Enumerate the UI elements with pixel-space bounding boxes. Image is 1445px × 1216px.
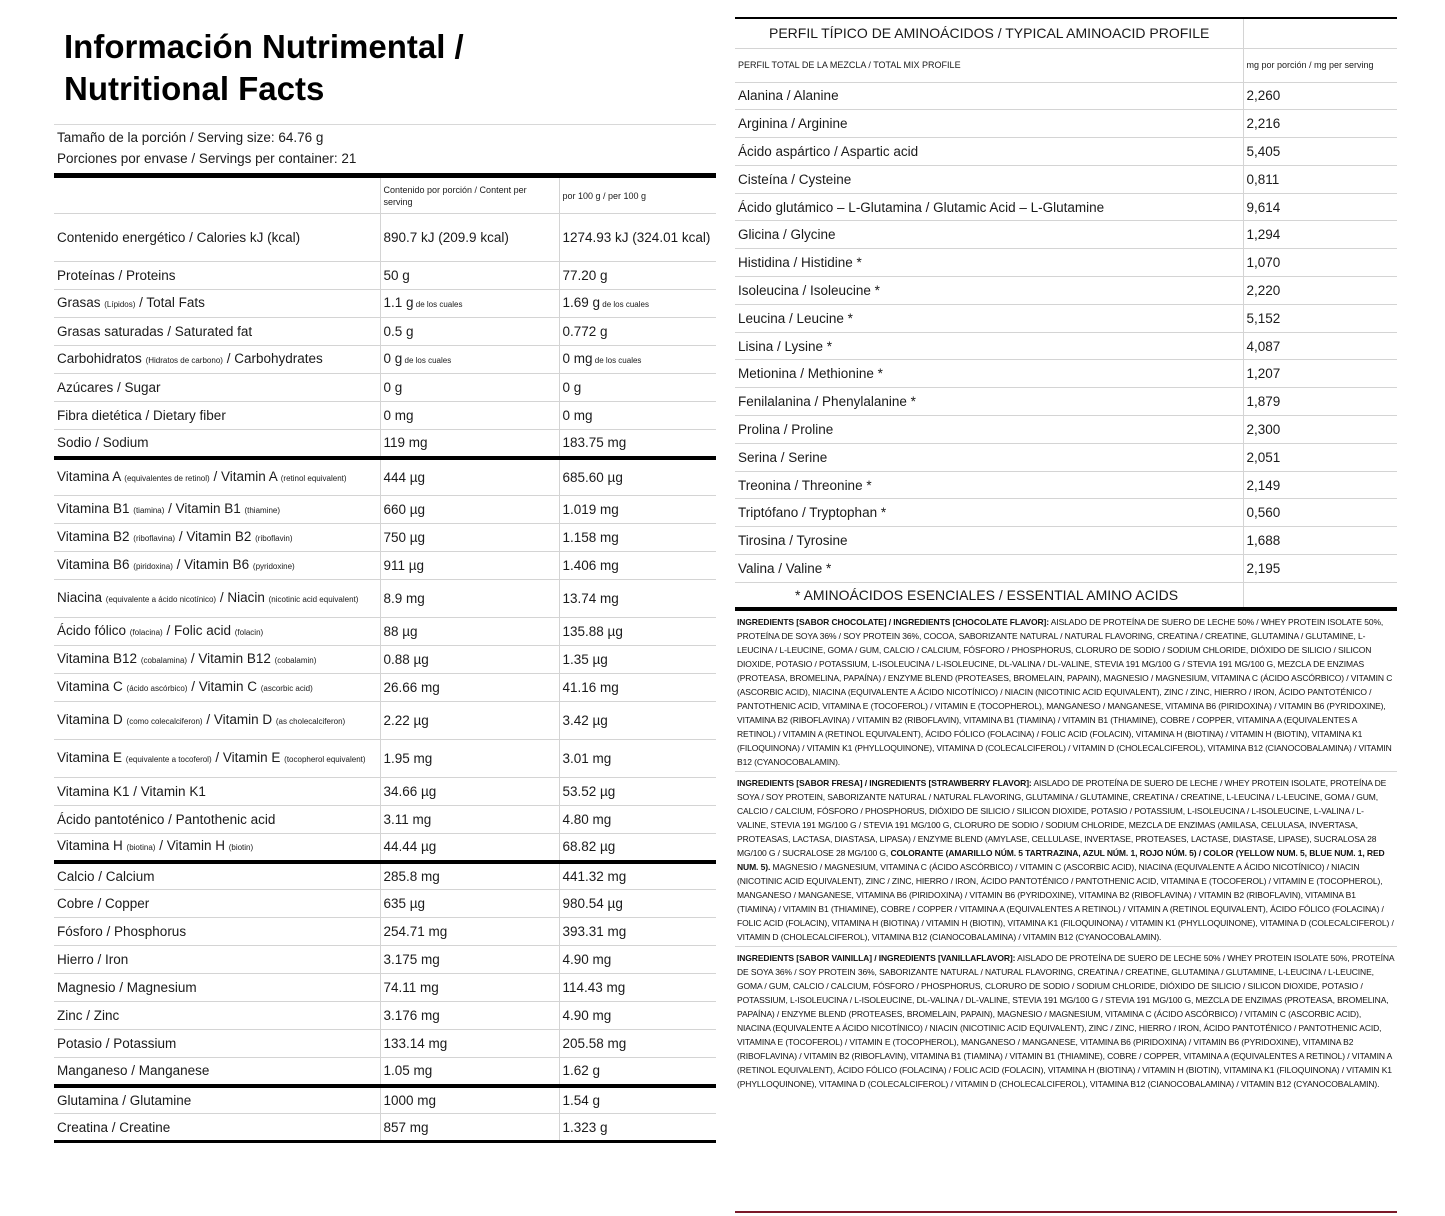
nutrient-name [54,580,380,618]
title-line-2: Nutritional Facts [64,70,325,107]
value-per-100g: 4.90 mg [559,1002,716,1030]
value-per-100g: 685.60 µg [559,458,716,496]
value-per-100g-note: de los cuales [592,356,642,365]
amino-row [735,277,1397,305]
amino-value: 1,207 [1243,360,1397,388]
nutrition-row [54,806,716,834]
value-per-100g: 1274.93 kJ (324.01 kcal) [559,214,716,262]
ingredients-vanilla-text: AISLADO DE PROTEÍNA DE SUERO DE LECHE 50% / WHEY PROTEIN ISOLATE 50%, PROTEÍNA DE SOYA 36% / SOY PROTEIN 36%, SABORIZANTE NATURAL / NATURAL FLAVORING, CREATINA / CREATINE, GLUTAMINA / GLUTAMINE, L-LEUCINA / L-LEUCINE, GOMA / GUM, CALCIO / CALCIUM, FÓSFORO / PHOSPHORUS, CLORURO DE SODIO / SODIUM CHLORIDE, DIÓXIDO DE SILICIO / SILICON DIOXIDE, POTASIO / POTASSIUM, L-ISOLEUCINA / L-ISOLEUCINE, DL-VALINA / DL-VALINE, STEVIA 191 MG/100 G / STEVIA 191 MG/100 G, MEZCLA DE ENZIMAS (PROTEASA, BROMELINA, PAPAÍNA) / ENZYME BLEND (PROTEASES, BROMELAIN, PAPAIN), MAGNESIO / MAGNESIUM, VITAMINA C (ÁCIDO ASCÓRBICO) / VITAMIN C (ASCORBIC ACID), NIACINA (EQUIVALENTE A ÁCIDO NICOTÍNICO) / NIACIN (NICOTINIC ACID EQUIVALENT), ZINC / ZINC, HIERRO / IRON, ÁCIDO PANTOTÉNICO / PANTOTHENIC ACID, VITAMINA E (TOCOFEROL) / VITAMIN E (TOCOPHEROL), MANGANESO / MANGANESE, VITAMINA B6 (PIRIDOXINA) / VITAMIN B6 (PYRIDOXINE), VITAMINA B2 (RIBOFLAVINA) / VITAMIN B2 (RIBOFLAVIN), VITAMINA B1 (TIAMINA) / VITAMIN B1 (THIAMINE), COBRE / COPPER, VITAMINA A (EQUIVALENTES A RETINOL) / VITAMIN A (RETINOL EQUIVALENT), ÁCIDO FÓLICO (FOLACINA) / FOLIC ACID (FOLACIN), VITAMINA H (BIOTINA) / VITAMIN H (BIOTIN), VITAMINA K1 (FILOQUINONA) / VITAMIN K1 (PHYLLOQUINONE), VITAMINA D (COLECALCIFEROL) / VITAMIN D (CHOLECALCIFEROL), VITAMINA B12 (CIANOCOBALAMINA) / VITAMIN B12 (CYANOCOBALAMIN). [737,953,1395,1090]
value-per-100g: 1.323 g [559,1114,716,1142]
nutrient-name [54,552,380,580]
nutrient-name: Zinc / Zinc [54,1002,380,1030]
nutrition-row [54,778,716,806]
nutrient-name-part: Niacina [57,590,106,605]
value-per-serving: 444 µg [380,458,559,496]
amino-value: 1,070 [1243,249,1397,277]
nutrition-row [54,262,716,290]
amino-name: Serina / Serine [735,443,1243,471]
nutrition-row [54,430,716,458]
nutrient-name: Magnesio / Magnesium [54,974,380,1002]
nutrient-name-note: (pyridoxine) [252,562,295,571]
nutrient-name-part: Carbohidratos [57,351,146,366]
amino-row [735,527,1397,555]
value-per-100g: 441.32 mg [559,862,716,890]
amino-name: Fenilalanina / Phenylalanine * [735,388,1243,416]
value-per-serving: 3.176 mg [380,1002,559,1030]
value-per-100g: 4.90 mg [559,946,716,974]
nutrient-name-note: (tocopherol equivalent) [284,755,366,764]
nutrient-name: Potasio / Potassium [54,1030,380,1058]
nutrient-name-part: / Folic acid [162,623,235,638]
nutrient-name [54,834,380,862]
value-per-serving-note: de los cuales [413,300,463,309]
nutrition-header-row [54,176,716,214]
nutrition-row [54,214,716,262]
amino-value: 2,195 [1243,555,1397,583]
nutrient-name: Ácido pantoténico / Pantothenic acid [54,806,380,834]
value-per-serving: 1000 mg [380,1086,559,1114]
amino-value: 1,294 [1243,221,1397,249]
nutrient-name [54,674,380,702]
value-per-100g: 1.158 mg [559,524,716,552]
ingredients-section [735,611,1397,1093]
nutrient-name-part: / Vitamin B2 [175,529,256,544]
nutrition-row [54,1002,716,1030]
nutrient-name-note: (cobalamin) [274,656,317,665]
nutrient-name-note: (riboflavin) [255,534,293,543]
amino-row [735,360,1397,388]
nutrient-name: Azúcares / Sugar [54,374,380,402]
nutrient-name-note: (folacina) [129,628,163,637]
nutrient-name-note: (Lípidos) [104,300,136,309]
nutrient-name [54,740,380,778]
value-per-serving-amount: 1.1 g [383,295,414,310]
nutrient-name-note: (biotina) [126,843,156,853]
nutrition-row [54,862,716,890]
value-per-100g: 183.75 mg [559,430,716,458]
ingredients-vanilla [735,946,1397,1093]
value-per-100g: 393.31 mg [559,918,716,946]
amino-value: 2,300 [1243,416,1397,444]
nutrition-row [54,552,716,580]
amino-panel [735,17,1397,1093]
header-per-100g: por 100 g / per 100 g [559,176,716,214]
value-per-serving: 890.7 kJ (209.9 kcal) [380,214,559,262]
amino-name: Ácido glutámico – L-Glutamina / Glutamic Acid – L-Glutamine [735,193,1243,221]
value-per-100g: 0 mg [559,402,716,430]
amino-name: Ácido aspártico / Aspartic acid [735,138,1243,166]
nutrition-row [54,496,716,524]
nutrient-name-part: Vitamina C [57,679,127,694]
amino-value: 1,879 [1243,388,1397,416]
nutrient-name [54,290,380,318]
nutrient-name-note: (biotin) [228,843,254,853]
value-per-100g: 77.20 g [559,262,716,290]
value-per-serving: 2.22 µg [380,702,559,740]
nutrient-name-part: / Vitamin B1 [164,501,245,516]
nutrient-name: Calcio / Calcium [54,862,380,890]
nutrient-name-part: / Carbohydrates [222,351,323,366]
nutrition-row [54,374,716,402]
nutrition-row [54,290,716,318]
nutrition-row [54,946,716,974]
value-per-100g-amount: 1.69 g [562,295,601,310]
amino-name: Lisina / Lysine * [735,332,1243,360]
value-per-serving: 635 µg [380,890,559,918]
nutrient-name-note: (equivalente a tocoferol) [125,755,212,764]
amino-value: 9,614 [1243,193,1397,221]
ingredients-chocolate-text: AISLADO DE PROTEÍNA DE SUERO DE LECHE 50% / WHEY PROTEIN ISOLATE 50%, PROTEÍNA DE SOYA 36% / SOY PROTEIN 36%, COCOA, SABORIZANTE NATURAL / NATURAL FLAVORING, CREATINA / CREATINE, GLUTAMINA / GLUTAMINE, L-LEUCINA / L-LEUCINE, GOMA / GUM, CALCIO / CALCIUM, FÓSFORO / PHOSPHORUS, CLORURO DE SODIO / SODIUM CHLORIDE, DIÓXIDO DE SILICIO / SILICON DIOXIDE, POTASIO / POTASSIUM, L-ISOLEUCINA / L-ISOLEUCINE, DL-VALINA / DL-VALINE, STEVIA 191 MG/100 G / STEVIA 191 MG/100 G, MEZCLA DE ENZIMAS (PROTEASA, BROMELINA, PAPAÍNA) / ENZYME BLEND (PROTEASES, BROMELAIN, PAPAIN), MAGNESIO / MAGNESIUM, VITAMINA C (ÁCIDO ASCÓRBICO) / VITAMIN C (ASCORBIC ACID), NIACINA (EQUIVALENTE A ÁCIDO NICOTÍNICO) / NIACIN (NICOTINIC ACID EQUIVALENT), ZINC / ZINC, HIERRO / IRON, ÁCIDO PANTOTÉNICO / PANTOTHENIC ACID, VITAMINA E (TOCOFEROL) / VITAMIN E (TOCOPHEROL), MANGANESO / MANGANESE, VITAMINA B6 (PIRIDOXINA) / VITAMIN B6 (PYRIDOXINE), VITAMINA B2 (RIBOFLAVINA) / VITAMIN B2 (RIBOFLAVIN), VITAMINA B1 (TIAMINA) / VITAMIN B1 (THIAMINE), COBRE / COPPER, VITAMINA A (EQUIVALENTES A RETINOL) / VITAMIN A (RETINOL EQUIVALENT), ÁCIDO FÓLICO (FOLACINA) / FOLIC ACID (FOLACIN), VITAMINA H (BIOTINA) / VITAMIN H (BIOTIN), VITAMINA K1 (FILOQUINONA) / VITAMIN K1 (PHYLLOQUINONE), VITAMINA D (COLECALCIFEROL) / VITAMIN D (CHOLECALCIFEROL), VITAMINA B12 (CIANOCOBALAMINA) / VITAMIN B12 (CYANOCOBALAMIN). [737,617,1393,768]
nutrient-name: Cobre / Copper [54,890,380,918]
amino-name: Prolina / Proline [735,416,1243,444]
value-per-serving: 8.9 mg [380,580,559,618]
nutrient-name-part: / Niacin [216,590,269,605]
value-per-serving: 1.05 mg [380,1058,559,1086]
ingredients-strawberry-text-a: AISLADO DE PROTEÍNA DE SUERO DE LECHE / WHEY PROTEIN ISOLATE, PROTEÍNA DE SOYA / SOY PROTEIN, SABORIZANTE NATURAL / NATURAL FLAVORING, GLUTAMINA / GLUTAMINE, CREATINA / CREATINE, L-LEUCINA / L-LEUCINE, GOMA / GUM, CALCIO / CALCIUM, FÓSFORO / PHOSPHORUS, DIÓXIDO DE SILICIO / SILICON DIOXIDE, POTASIO / POTASSIUM, L-ISOLEUCINA / L-ISOLEUCINE, L-VALINA / L-VALINE, STEVIA 191 MG/100 G / STEVIA 191 MG/100 G, CLORURO DE SODIO / SODIUM CHLORIDE, MEZCLA DE ENZIMAS (AMILASA, CELULASA, INVERTASA, PROTEASAS, LACTASA, DIASTASA, LIPASA) / ENZYME BLEND (AMYLASE, CELLULASE, INVERTASE, PROTEASES, LACTASE, DIASTASE, LIPASE), SUCRALOSA 28 MG/100 G / SUCRALOSE 28 MG/100 G, [737,778,1387,859]
nutrient-name-note: (folacin) [234,628,264,637]
amino-title: PERFIL TÍPICO DE AMINOÁCIDOS / TYPICAL AMINOACID PROFILE [735,18,1243,48]
value-per-serving: 660 µg [380,496,559,524]
serving-info [54,124,716,169]
amino-name: Alanina / Alanine [735,82,1243,110]
amino-row [735,165,1397,193]
value-per-100g: 53.52 µg [559,778,716,806]
ingredients-chocolate-heading: INGREDIENTS [SABOR CHOCOLATE] / INGREDIENTS [CHOCOLATE FLAVOR]: [737,617,1049,628]
nutrition-row [54,740,716,778]
amino-name: Metionina / Methionine * [735,360,1243,388]
value-per-serving: 0 g [380,374,559,402]
value-per-100g: 3.01 mg [559,740,716,778]
nutrient-name-part: / Vitamin A [209,468,281,484]
value-per-serving: 254.71 mg [380,918,559,946]
nutrient-name-part: Vitamina B6 [57,557,134,572]
value-per-serving: 3.11 mg [380,806,559,834]
ingredients-strawberry-heading: INGREDIENTS [SABOR FRESA] / INGREDIENTS [STRAWBERRY FLAVOR]: [737,778,1032,789]
nutrient-name-note: (as cholecalciferon) [275,717,346,726]
value-per-100g: 980.54 µg [559,890,716,918]
nutrition-row [54,834,716,862]
amino-row [735,471,1397,499]
value-per-serving: 911 µg [380,552,559,580]
value-per-serving: 285.8 mg [380,862,559,890]
nutrition-row [54,646,716,674]
amino-row [735,249,1397,277]
amino-row [735,443,1397,471]
header-blank [54,176,380,214]
amino-value: 2,149 [1243,471,1397,499]
amino-row [735,193,1397,221]
value-per-serving: 44.44 µg [380,834,559,862]
nutrient-name-note: (Hidratos de carbono) [145,356,223,365]
nutrition-row [54,674,716,702]
value-per-serving: 26.66 mg [380,674,559,702]
amino-name: Tirosina / Tyrosine [735,527,1243,555]
nutrient-name-note: (tiamina) [133,506,165,515]
value-per-100g: 0.772 g [559,318,716,346]
value-per-100g: 135.88 µg [559,618,716,646]
nutrition-row [54,458,716,496]
amino-row [735,332,1397,360]
nutrient-name-note: (retinol equivalent) [280,473,347,483]
nutrient-name-note: (piridoxina) [133,562,173,571]
nutrient-name: Grasas saturadas / Saturated fat [54,318,380,346]
nutrition-row [54,702,716,740]
essential-note: * AMINOÁCIDOS ESENCIALES / ESSENTIAL AMINO ACIDS [735,582,1243,609]
value-per-serving: 0.88 µg [380,646,559,674]
ingredients-strawberry-text-b: MAGNESIO / MAGNESIUM, VITAMINA C (ÁCIDO ASCÓRBICO) / VITAMIN C (ASCORBIC ACID), NIACINA (EQUIVALENTE A ÁCIDO NICOTÍNICO) / NIACIN (NICOTINIC ACID EQUIVALENT), ZINC / ZINC, HIERRO / IRON, ÁCIDO PANTOTÉNICO / PANTOTHENIC ACID, VITAMINA E (TOCOFEROL) / VITAMIN E (TOCOPHEROL), MANGANESO / MANGANESE, VITAMINA B6 (PIRIDOXINA) / VITAMIN B6 (PYRIDOXINE), VITAMINA B2 (RIBOFLAVINA) / VITAMIN B2 (RIBOFLAVIN), VITAMINA B1 (TIAMINA) / VITAMIN B1 (THIAMINE), COBRE / COPPER / VITAMINA A (EQUIVALENTES A RETINOL) / VITAMIN A (RETINOL EQUIVALENT), ÁCIDO FÓLICO (FOLACINA) / FOLIC ACID (FOLACIN), VITAMINA H (BIOTINA) / VITAMIN H (BIOTIN), VITAMINA K1 (FILOQUINONA) / VITAMIN K1 (PHYLLOQUINONE), VITAMINA D (COLECALCIFEROL) / VITAMIN D (CHOLECALCIFEROL), VITAMINA B12 (CIANOCOBALAMINA) / VITAMIN B12 (CYANOCOBALAMIN). [737,862,1394,943]
nutrient-name: Fibra dietética / Dietary fiber [54,402,380,430]
value-per-100g: 3.42 µg [559,702,716,740]
nutrient-name: Manganeso / Manganese [54,1058,380,1086]
nutrient-name: Hierro / Iron [54,946,380,974]
value-per-100g: 0 g [559,374,716,402]
bottom-divider [735,1211,1397,1213]
nutrient-name [54,702,380,740]
amino-value: 2,260 [1243,82,1397,110]
amino-row [735,82,1397,110]
nutrient-name-part: Vitamina H [57,838,127,854]
nutrient-name: Contenido energético / Calories kJ (kcal) [54,214,380,262]
amino-row [735,138,1397,166]
value-per-100g: 41.16 mg [559,674,716,702]
nutrient-name [54,496,380,524]
value-per-100g: 68.82 µg [559,834,716,862]
nutrition-row [54,318,716,346]
nutrient-name-part: Vitamina A [57,468,125,484]
amino-row [735,555,1397,583]
amino-value: 4,087 [1243,332,1397,360]
value-per-serving: 50 g [380,262,559,290]
value-per-serving: 133.14 mg [380,1030,559,1058]
nutrient-name-part: Vitamina B2 [57,529,134,544]
amino-name: Isoleucina / Isoleucine * [735,277,1243,305]
nutrient-name: Creatina / Creatine [54,1114,380,1142]
nutrient-name-part: Vitamina B12 [57,651,141,666]
value-per-100g: 4.80 mg [559,806,716,834]
amino-unit-header: mg por porción / mg per serving [1243,48,1397,82]
amino-name: Valina / Valine * [735,555,1243,583]
amino-title-row [735,18,1397,48]
value-per-100g: 1.35 µg [559,646,716,674]
nutrition-row [54,524,716,552]
essential-note-row [735,582,1397,609]
nutrient-name-note: (equivalentes de retinol) [124,473,210,483]
amino-name: Histidina / Histidine * [735,249,1243,277]
nutrient-name-part: / Total Fats [135,295,205,310]
nutrient-name: Vitamina K1 / Vitamin K1 [54,778,380,806]
value-per-serving: 0.5 g [380,318,559,346]
amino-value: 5,405 [1243,138,1397,166]
nutrient-name-part: Grasas [57,295,105,310]
servings-per-container: Porciones por envase / Servings per container: 21 [57,151,357,166]
value-per-100g-amount: 0 mg [562,351,593,366]
nutrient-name [54,646,380,674]
nutrient-name-note: (nicotinic acid equivalent) [268,595,359,604]
nutrient-name-part: Vitamina D [57,712,127,727]
amino-name: Glicina / Glycine [735,221,1243,249]
nutrition-table [54,173,716,1143]
title-line-1: Información Nutrimental / [64,28,464,65]
amino-row [735,388,1397,416]
nutrient-name [54,618,380,646]
nutrient-name: Fósforo / Phosphorus [54,918,380,946]
nutrition-row [54,580,716,618]
value-per-serving: 1.95 mg [380,740,559,778]
value-per-100g: 1.019 mg [559,496,716,524]
nutrient-name-note: (cobalamina) [140,656,188,665]
nutrient-name-note: (como colecalciferon) [126,717,203,726]
nutrition-row [54,974,716,1002]
value-per-100g: 205.58 mg [559,1030,716,1058]
value-per-serving: 857 mg [380,1114,559,1142]
nutrient-name [54,458,380,496]
value-per-serving: 34.66 µg [380,778,559,806]
value-per-serving: 0 mg [380,402,559,430]
nutrient-name-note: (riboflavina) [133,534,176,543]
amino-value: 2,216 [1243,110,1397,138]
ingredients-strawberry [735,771,1397,946]
amino-name: Triptófano / Tryptophan * [735,499,1243,527]
ingredients-strawberry-color: COLORANTE (AMARILLO NÚM. 5 TARTRAZINA, AZUL NÚM. 1, ROJO NÚM. 5) / COLOR (YELLOW NUM. 5, BLUE NUM. 1, RED NUM. 5). [737,848,1385,873]
value-per-100g-note: de los cuales [600,300,649,309]
nutrition-row [54,1030,716,1058]
nutrition-row [54,918,716,946]
ingredients-vanilla-heading: INGREDIENTS [SABOR VAINILLA] / INGREDIENTS [VANILLAFLAVOR]: [737,953,1016,964]
amino-table [735,17,1397,611]
nutrient-name-part: Ácido fólico [57,623,130,638]
nutrient-name: Proteínas / Proteins [54,262,380,290]
amino-name: Arginina / Arginine [735,110,1243,138]
nutrition-panel [54,26,716,1143]
value-per-serving: 119 mg [380,430,559,458]
value-per-100g: 1.62 g [559,1058,716,1086]
header-per-serving: Contenido por porción / Content per serving [380,176,559,214]
nutrient-name-part: / Vitamin C [187,679,261,694]
value-per-serving [380,290,559,318]
nutrient-name-part: / Vitamin H [155,838,229,854]
amino-row [735,304,1397,332]
value-per-serving: 750 µg [380,524,559,552]
nutrition-row [54,618,716,646]
amino-row [735,110,1397,138]
nutrient-name-part: / Vitamin E [211,750,285,765]
nutrition-row [54,1114,716,1142]
amino-value: 2,220 [1243,277,1397,305]
value-per-serving-note: de los cuales [402,356,452,365]
ingredients-chocolate [735,611,1397,771]
amino-row [735,499,1397,527]
value-per-100g [559,346,716,374]
nutrient-name: Glutamina / Glutamine [54,1086,380,1114]
value-per-100g: 114.43 mg [559,974,716,1002]
value-per-100g [559,290,716,318]
amino-value: 0,560 [1243,499,1397,527]
amino-name: Leucina / Leucine * [735,304,1243,332]
amino-value: 1,688 [1243,527,1397,555]
nutrient-name-note: (thiamine) [244,506,281,515]
nutrient-name [54,524,380,552]
nutrition-row [54,346,716,374]
amino-value: 2,051 [1243,443,1397,471]
amino-name: Cisteína / Cysteine [735,165,1243,193]
nutrition-row [54,1058,716,1086]
nutrition-row [54,402,716,430]
amino-value: 0,811 [1243,165,1397,193]
amino-row [735,416,1397,444]
amino-name: Treonina / Threonine * [735,471,1243,499]
nutrient-name-part: / Vitamin B12 [187,651,275,666]
value-per-serving: 88 µg [380,618,559,646]
value-per-serving [380,346,559,374]
nutrition-title [64,26,716,110]
amino-value: 5,152 [1243,304,1397,332]
value-per-100g: 13.74 mg [559,580,716,618]
value-per-serving: 3.175 mg [380,946,559,974]
value-per-100g: 1.54 g [559,1086,716,1114]
nutrient-name: Sodio / Sodium [54,430,380,458]
nutrition-row [54,890,716,918]
nutrient-name-part: Vitamina B1 [57,501,134,516]
amino-row [735,221,1397,249]
nutrient-name-part: / Vitamin B6 [172,557,253,572]
value-per-100g: 1.406 mg [559,552,716,580]
amino-title-blank [1243,18,1397,48]
value-per-serving-amount: 0 g [383,351,403,366]
nutrient-name-part: Vitamina E [57,750,126,765]
essential-note-blank [1243,582,1397,609]
nutrition-row [54,1086,716,1114]
nutrient-name-part: / Vitamin D [202,712,276,727]
nutrient-name-note: (ácido ascórbico) [126,684,188,693]
amino-subheader: PERFIL TOTAL DE LA MEZCLA / TOTAL MIX PROFILE [735,48,1243,82]
nutrient-name-note: (ascorbic acid) [260,684,313,693]
value-per-serving: 74.11 mg [380,974,559,1002]
amino-subheader-row [735,48,1397,82]
serving-size: Tamaño de la porción / Serving size: 64.76 g [57,130,324,145]
nutrient-name [54,346,380,374]
nutrient-name-note: (equivalente a ácido nicotínico) [105,595,217,604]
